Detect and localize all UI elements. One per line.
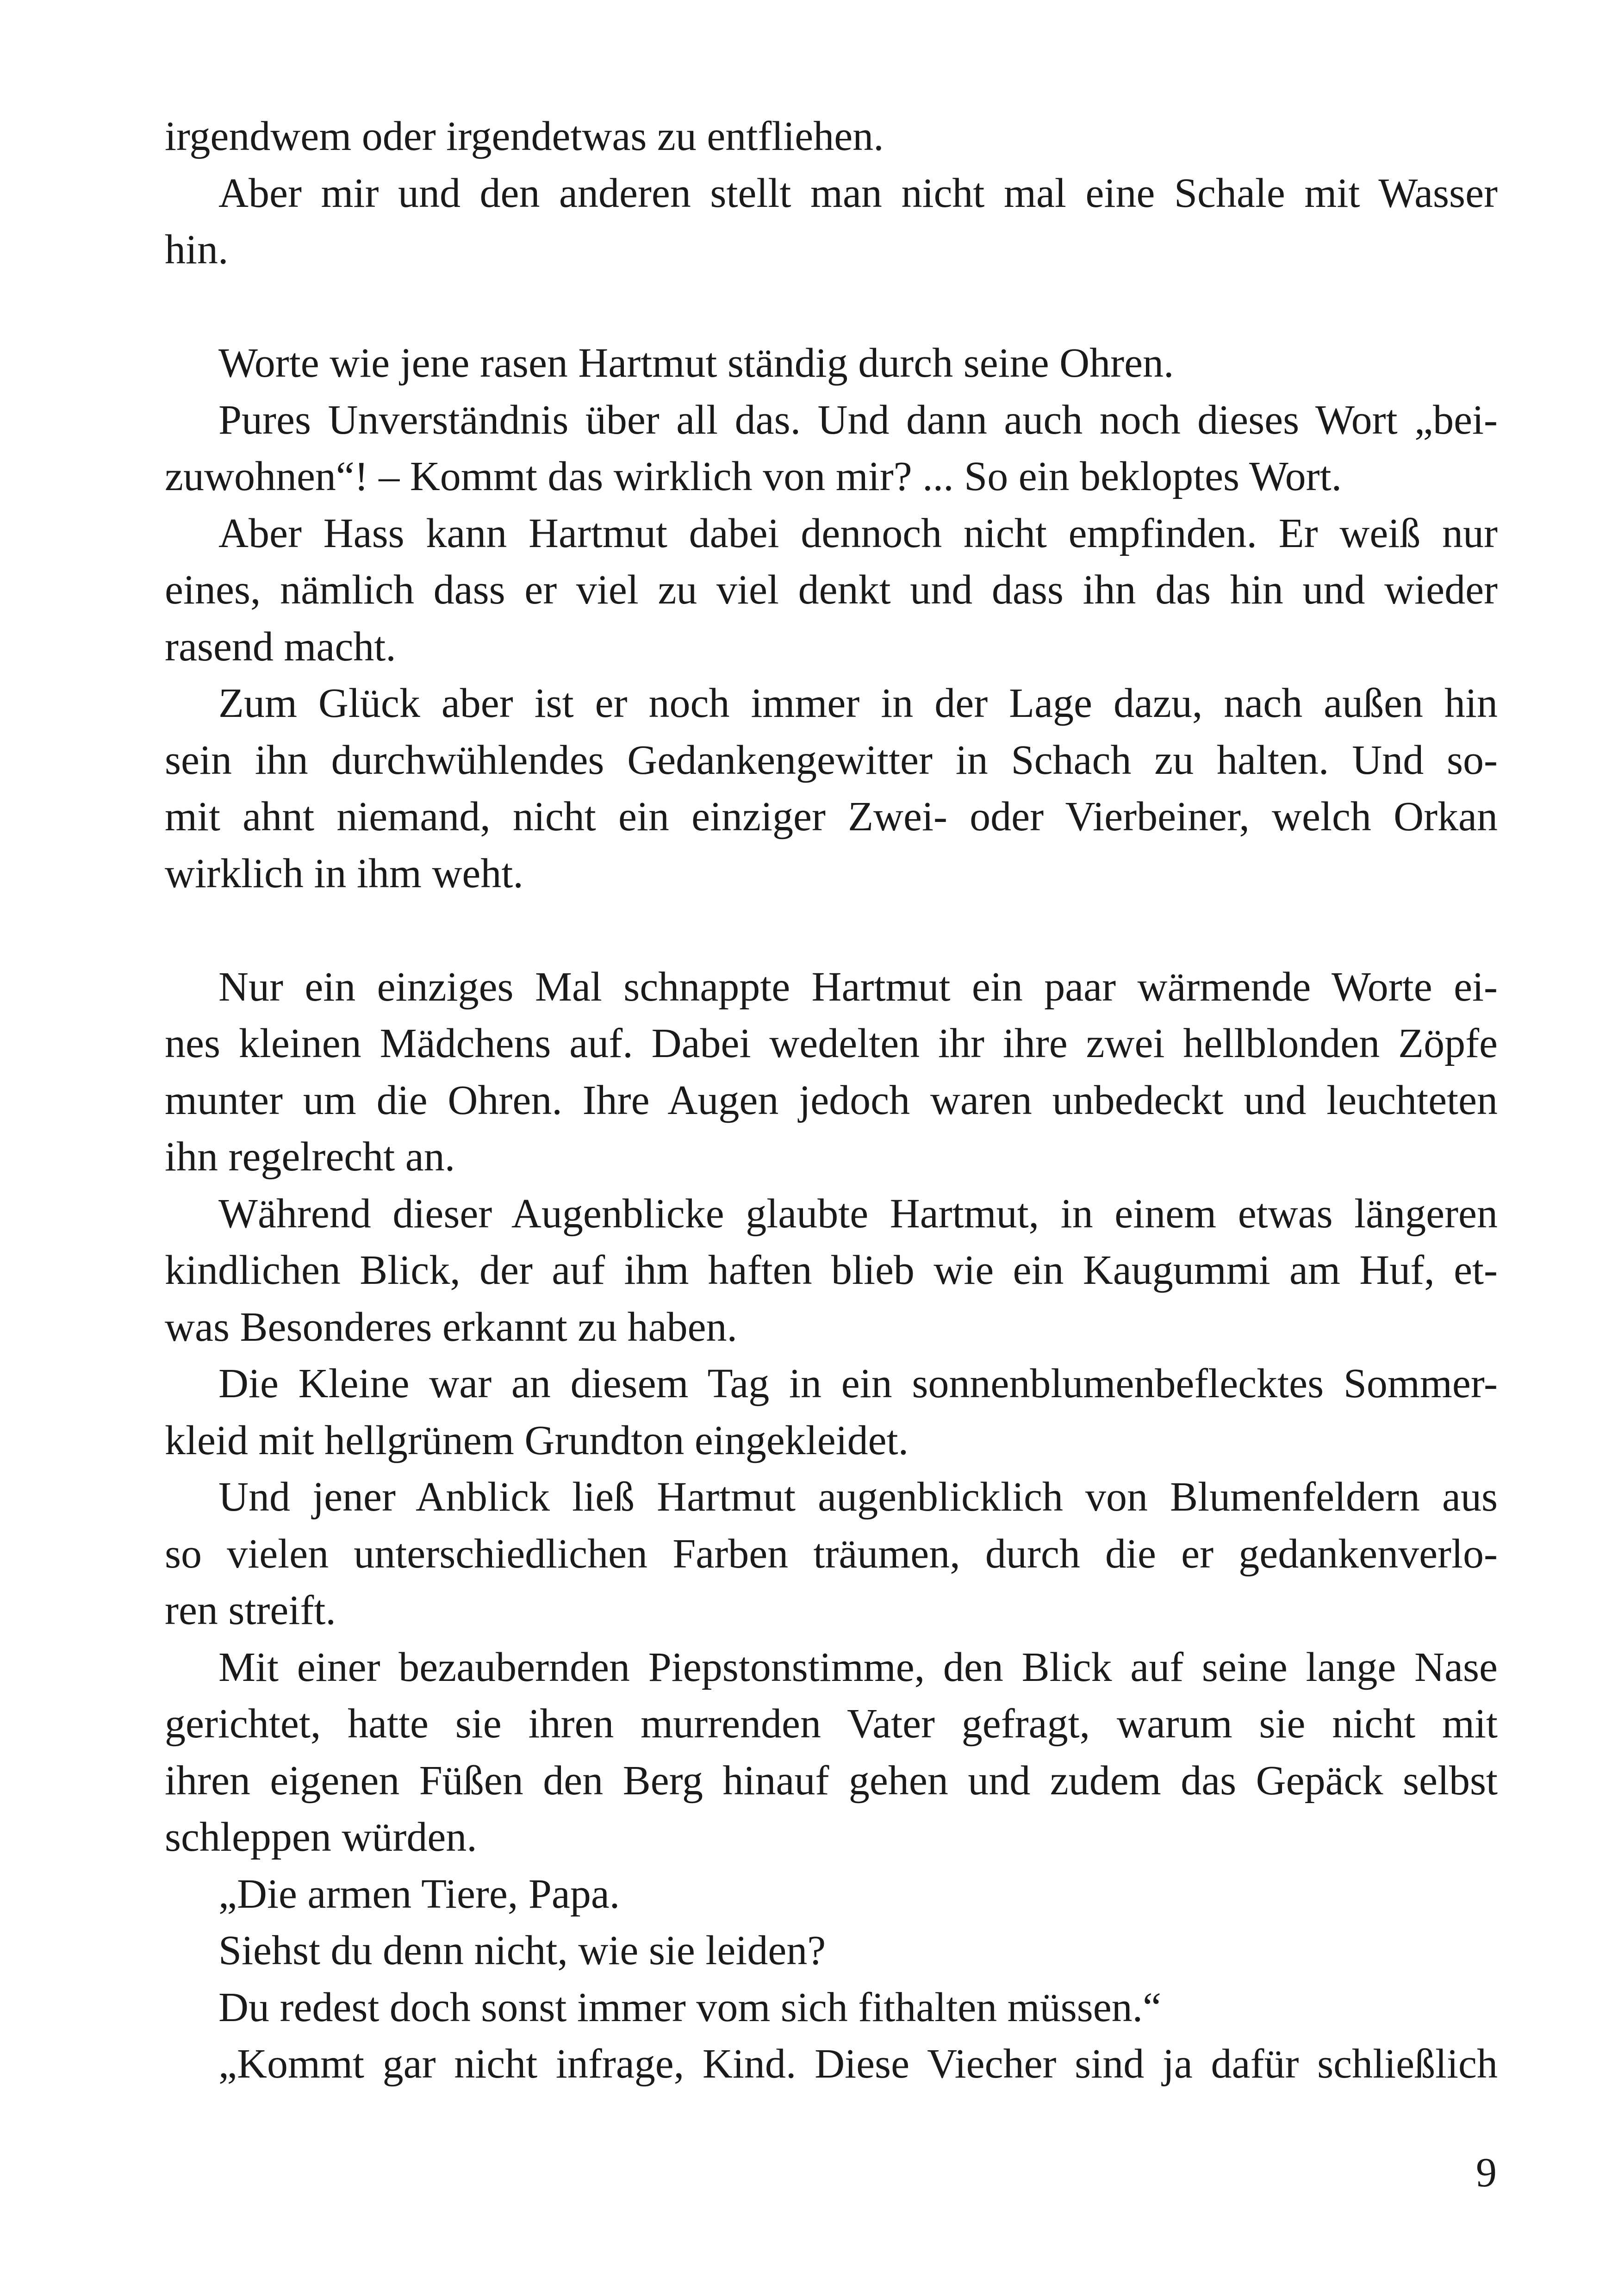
text-line: Die Kleine war an diesem Tag in ein sonnenblumenbeflecktes Sommer- [218,1361,1498,1406]
page-number: 9 [1476,2150,1497,2196]
text-line: wirklich in ihm weht. [165,850,523,896]
text-line: ihren eigenen Füßen den Berg hinauf gehen und zudem das Gepäck selbst [165,1757,1498,1804]
text-line: Du redest doch sonst immer vom sich fithalten müssen.“ [218,1984,1162,2030]
text-line: Mit einer bezaubernden Piepstonstimme, den Blick auf seine lange Nase [218,1644,1498,1690]
text-line: Während dieser Augenblicke glaubte Hartmut, in einem etwas längeren [218,1190,1498,1237]
text-line: kindlichen Blick, der auf ihm haften blieb wie ein Kaugummi am Huf, et- [165,1247,1498,1293]
text-line: hin. [165,227,229,273]
text-line: mit ahnt niemand, nicht ein einziger Zwei- oder Vierbeiner, welch Orkan [165,794,1498,840]
text-line: sein ihn durchwühlendes Gedankengewitter in Schach zu halten. Und so- [165,737,1498,783]
text-line: Aber Hass kann Hartmut dabei dennoch nicht empfinden. Er weiß nur [218,510,1498,556]
text-line: gerichtet, hatte sie ihren murrenden Vater gefragt, warum sie nicht mit [165,1701,1498,1747]
text-line: Und jener Anblick ließ Hartmut augenblicklich von Blumenfeldern aus [218,1474,1498,1520]
text-line: irgendwem oder irgendetwas zu entfliehen. [165,113,884,159]
text-line: Siehst du denn nicht, wie sie leiden? [218,1928,826,1973]
paragraph-gap [165,902,1498,959]
text-line: ihn regelrecht an. [165,1134,455,1180]
body-text [165,108,1498,2093]
text-line: „Die armen Tiere, Papa. [218,1871,620,1917]
text-line: so vielen unterschiedlichen Farben träumen, durch die er gedankenverlo- [165,1531,1498,1577]
text-line: ren streift. [165,1587,336,1633]
text-line: Worte wie jene rasen Hartmut ständig durch seine Ohren. [218,340,1174,386]
text-line: schleppen würden. [165,1814,477,1860]
text-line: kleid mit hellgrünem Grundton eingekleidet. [165,1417,909,1463]
paragraph-gap [165,279,1498,336]
text-line: rasend macht. [165,623,396,670]
text-line: zuwohnen“! – Kommt das wirklich von mir? ... So ein bekloptes Wort. [165,454,1342,499]
text-line: was Besonderes erkannt zu haben. [165,1304,738,1350]
text-line: Nur ein einziges Mal schnappte Hartmut ein paar wärmende Worte ei- [218,964,1498,1010]
text-line: nes kleinen Mädchens auf. Dabei wedelten ihr ihre zwei hellblonden Zöpfe [165,1020,1498,1066]
text-line: „Kommt gar nicht infrage, Kind. Diese Viecher sind ja dafür schließlich [218,2041,1498,2087]
text-line: munter um die Ohren. Ihre Augen jedoch waren unbedeckt und leuchteten [165,1077,1498,1123]
text-line: eines, nämlich dass er viel zu viel denkt und dass ihn das hin und wieder [165,567,1498,613]
text-line: Zum Glück aber ist er noch immer in der Lage dazu, nach außen hin [218,680,1498,726]
text-line: Pures Unverständnis über all das. Und dann auch noch dieses Wort „bei- [218,397,1498,443]
text-line: Aber mir und den anderen stellt man nicht mal eine Schale mit Wasser [218,170,1498,216]
